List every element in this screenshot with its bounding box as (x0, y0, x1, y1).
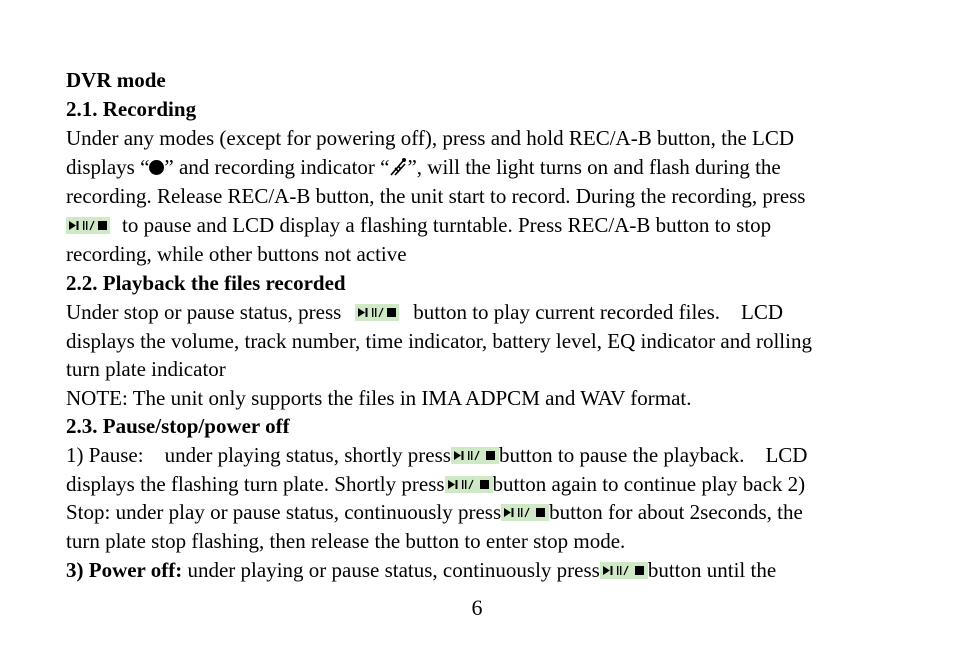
text-span: button until the (647, 558, 777, 582)
play-pause-stop-icon (355, 304, 399, 321)
text-span: under playing or pause status, continuously press (182, 558, 600, 582)
paragraph-line: Under any modes (except for powering off), press and hold REC/A-B button, the LCD (66, 126, 795, 150)
text-span: button to play current recorded files. LCD (413, 300, 784, 324)
paragraph-line: recording, while other buttons not active (66, 242, 407, 266)
text-span: button to pause the playback. LCD (498, 443, 808, 467)
text-span: ” and recording indicator “ (164, 155, 390, 179)
paragraph-line (66, 211, 771, 239)
record-dot-icon (149, 160, 164, 175)
text-span: displays “ (66, 155, 150, 179)
text-span: ”, will the light turns on and flash during the (407, 155, 781, 179)
paragraph-line (66, 556, 776, 584)
paragraph-line: turn plate stop flashing, then release the button to enter stop mode. (66, 529, 626, 553)
paragraph-line (66, 498, 803, 526)
play-pause-stop-icon (501, 504, 549, 521)
text-span: Under stop or pause status, press (66, 300, 342, 324)
play-pause-stop-icon (445, 476, 493, 493)
paragraph-line (66, 441, 807, 469)
recording-indicator-icon (389, 156, 407, 176)
play-pause-stop-icon (451, 447, 499, 464)
text-span: 1) Pause: under playing status, shortly press (66, 443, 451, 467)
text-span: 3) Power off: (66, 558, 183, 582)
paragraph-line: displays the volume, track number, time indicator, battery level, EQ indicator and rolling (66, 329, 812, 353)
play-pause-stop-icon (600, 562, 648, 579)
heading-recording: 2.1. Recording (66, 97, 197, 121)
text-span: button again to continue play back 2) (492, 472, 806, 496)
text-span: button for about 2seconds, the (549, 500, 803, 524)
heading-pause-stop: 2.3. Pause/stop/power off (66, 414, 290, 438)
paragraph-line (66, 470, 805, 498)
text-span: Stop: under play or pause status, continuously press (66, 500, 502, 524)
paragraph-line: turn plate indicator (66, 357, 226, 381)
page-number: 6 (471, 595, 483, 620)
paragraph-line: recording. Release REC/A-B button, the unit start to record. During the recording, press (66, 184, 806, 208)
paragraph-line (66, 153, 781, 181)
text-span: displays the flashing turn plate. Shortly press (66, 472, 445, 496)
section-title: DVR mode (66, 68, 166, 92)
note-line: NOTE: The unit only supports the files in IMA ADPCM and WAV format. (66, 386, 692, 410)
heading-playback: 2.2. Playback the files recorded (66, 271, 346, 295)
play-pause-stop-icon (66, 217, 110, 234)
paragraph-line (66, 298, 783, 326)
text-span: to pause and LCD display a flashing turntable. Press REC/A-B button to stop (122, 213, 772, 237)
